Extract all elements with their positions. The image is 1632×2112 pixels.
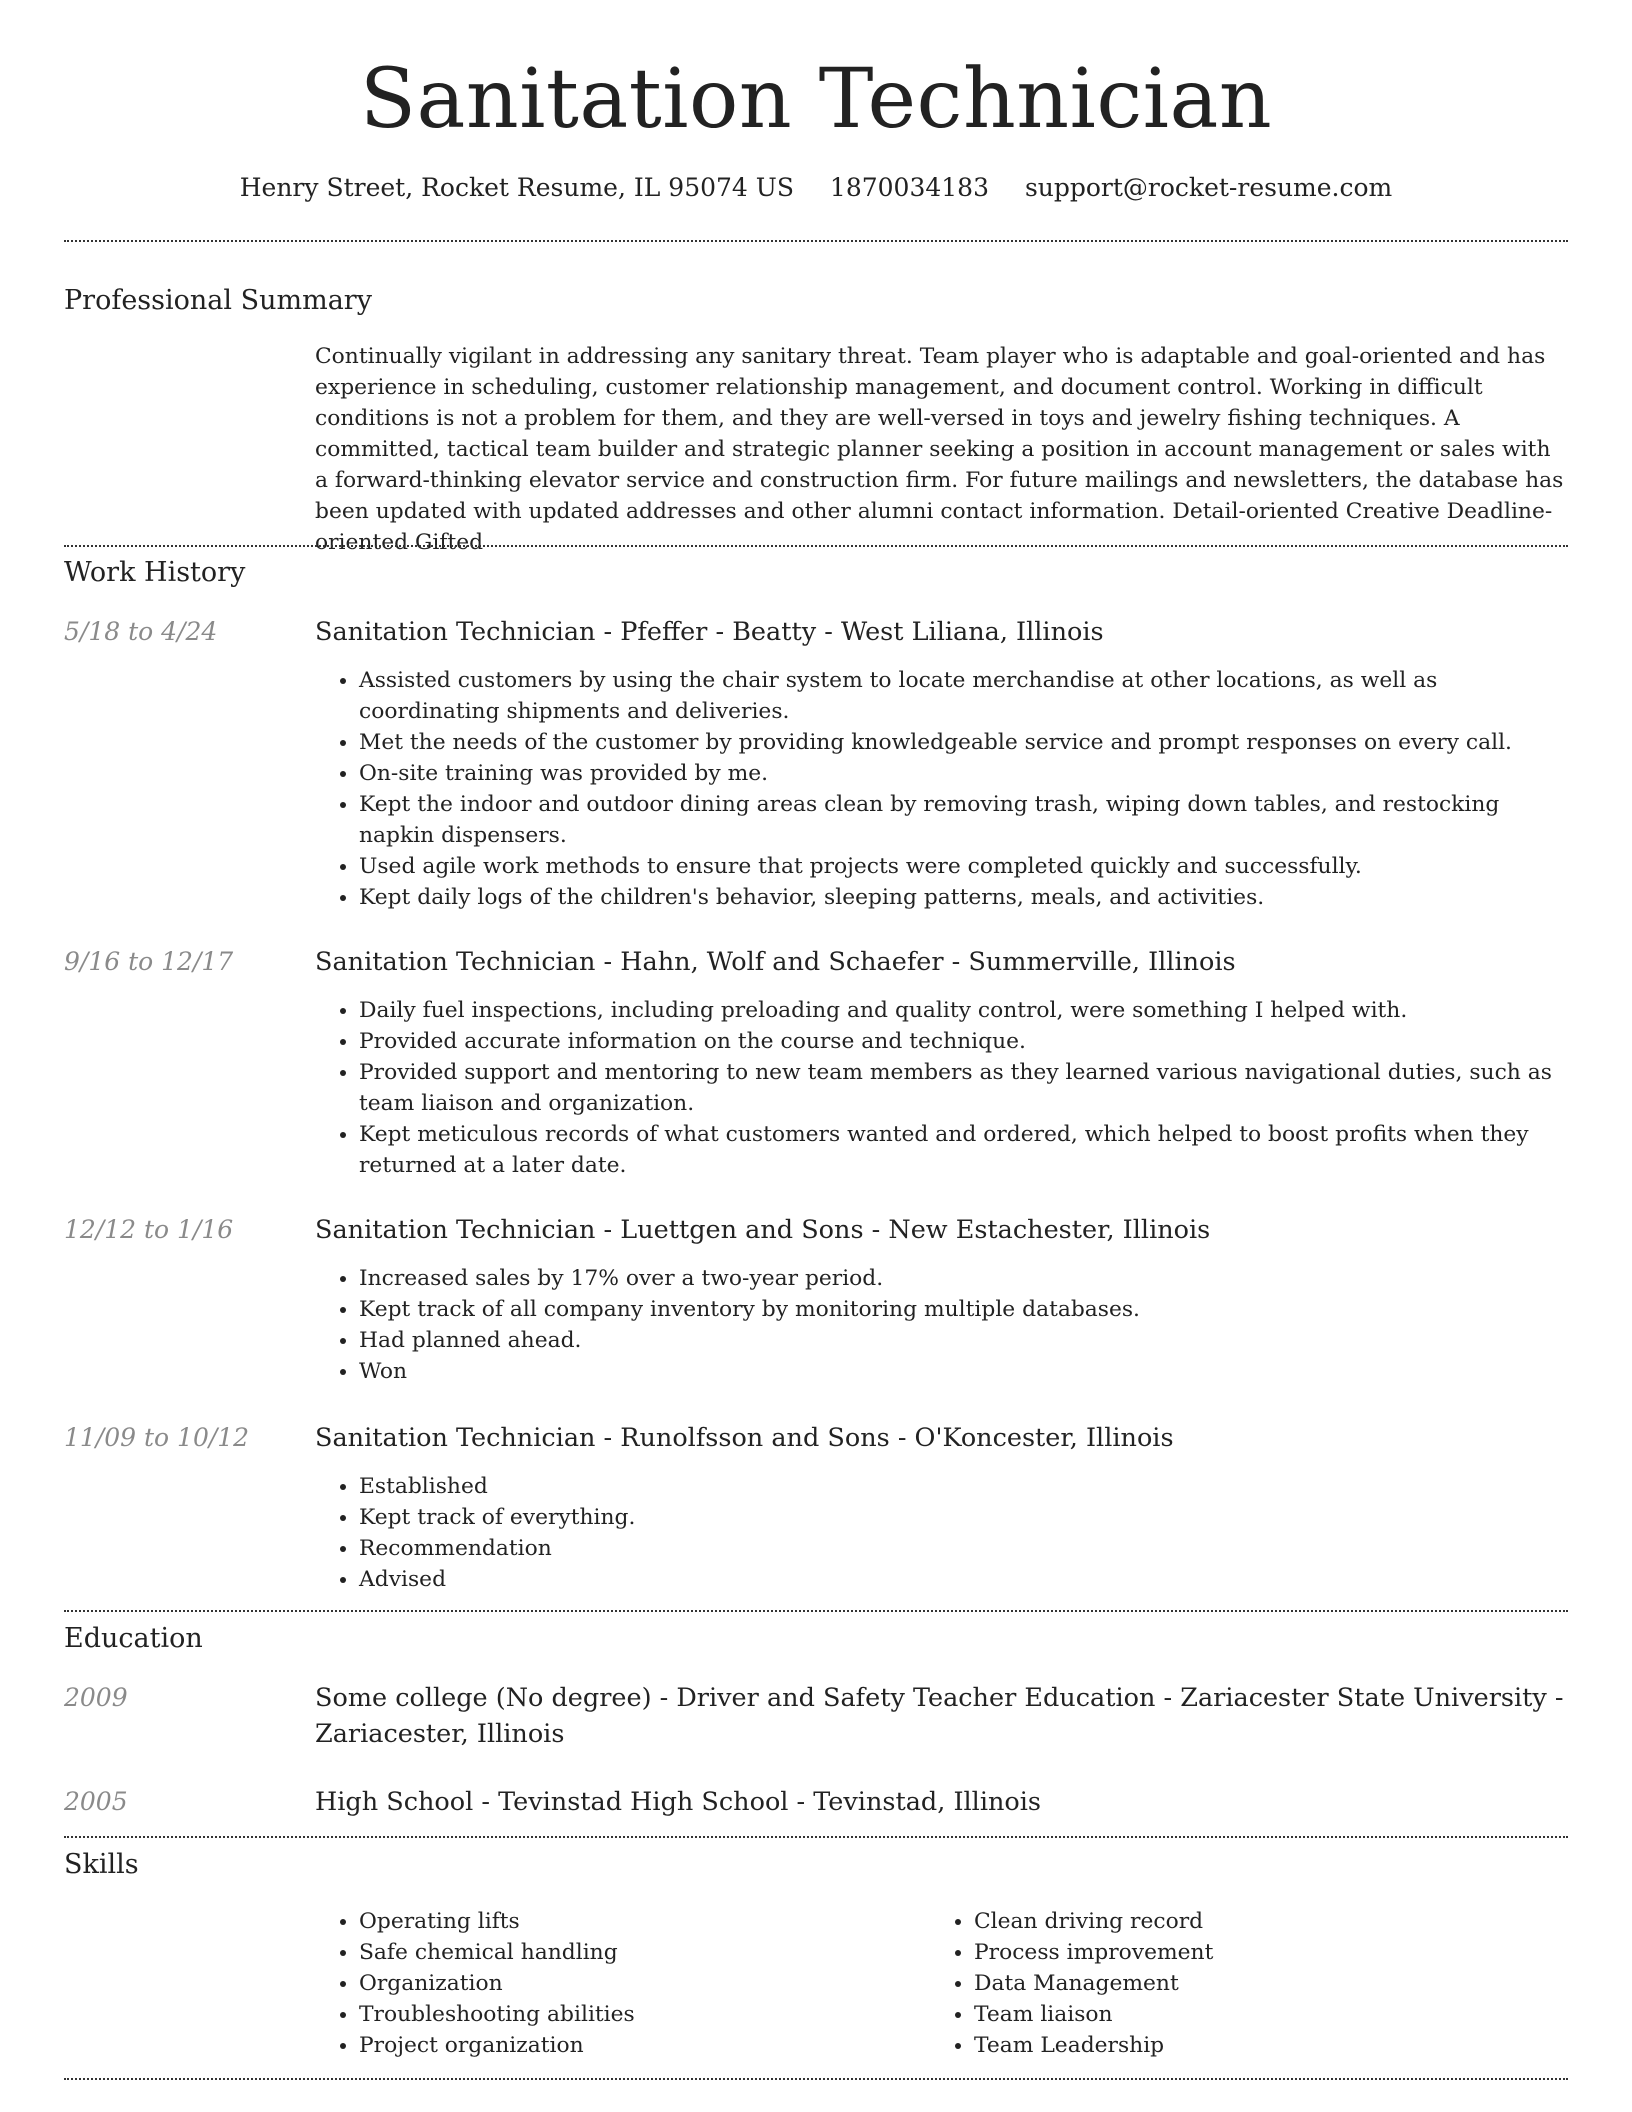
education-year: 2005 [64, 1787, 128, 1816]
job-duty: • Assisted customers by using the chair system to locate merchandise at other locations, as well as coordinating shipments and deliveries. [359, 665, 1565, 727]
job-duty: • Kept meticulous records of what customers wanted and ordered, which helped to boost profits when they returned at a later date. [359, 1119, 1565, 1181]
summary-heading: Professional Summary [64, 285, 372, 316]
job-title: Sanitation Technician - Luettgen and Sons - New Estachester, Illinois [315, 1215, 1211, 1245]
job-duty: • Kept track of all company inventory by monitoring multiple databases. [359, 1294, 1565, 1325]
job-duty: • Established [359, 1471, 1565, 1502]
skill-item: • Team liaison [974, 1999, 1632, 2030]
job-duty: • On-site training was provided by me. [359, 758, 1565, 789]
job-duty: • Used agile work methods to ensure that projects were completed quickly and successfully. [359, 851, 1565, 882]
job-title: Sanitation Technician - Pfeffer - Beatty - West Liliana, Illinois [315, 617, 1104, 647]
job-duty: • Provided accurate information on the course and technique. [359, 1026, 1565, 1057]
job-duty: • Met the needs of the customer by providing knowledgeable service and prompt responses on every call. [359, 727, 1565, 758]
skill-item: • Process improvement [974, 1937, 1632, 1968]
education-entry: Some college (No degree) - Driver and Safety Teacher Education - Zariacester State University - Zariacester, Illinois [315, 1683, 1564, 1749]
job-duty: • Kept track of everything. [359, 1502, 1565, 1533]
section-divider [64, 1836, 1568, 1838]
skill-item: • Organization [359, 1968, 1565, 1999]
contact-email: support@rocket-resume.com [1024, 173, 1393, 202]
job-duty: • Kept the indoor and outdoor dining areas clean by removing trash, wiping down tables, and restocking napkin dispensers. [359, 789, 1565, 851]
job-duty: • Increased sales by 17% over a two-year period. [359, 1263, 1565, 1294]
contact-address: Henry Street, Rocket Resume, IL 95074 US [239, 173, 794, 202]
education-entry: High School - Tevinstad High School - Tevinstad, Illinois [315, 1787, 1042, 1817]
job-dates: 11/09 to 10/12 [64, 1423, 250, 1452]
job-title: Sanitation Technician - Runolfsson and Sons - O'Koncester, Illinois [315, 1423, 1174, 1453]
job-duties-list [315, 1263, 1565, 1387]
summary-text: Continually vigilant in addressing any sanitary threat. Team player who is adaptable and goal-oriented and has experience in scheduling, customer relationship management, and document control. Working in difficult conditions is not a problem for them, and they are well-versed in toys and jewelry fishing techniques. A committed, tactical team builder and strategic planner seeking a position in account management or sales with a forward-thinking elevator service and construction firm. For future mailings and newsletters, the database has been updated with updated addresses and other alumni contact information. Detail-oriented Creative Deadline-oriented Gifted [315, 344, 1564, 555]
job-dates: 9/16 to 12/17 [64, 947, 234, 976]
skills-heading: Skills [64, 1849, 139, 1880]
job-duty: • Daily fuel inspections, including preloading and quality control, were something I helped with. [359, 995, 1565, 1026]
section-divider [64, 1610, 1568, 1612]
skill-item: • Clean driving record [974, 1906, 1632, 1937]
job-duties-list [315, 995, 1565, 1181]
skill-item: • Data Management [974, 1968, 1632, 1999]
contact-line [0, 172, 1632, 204]
work-history-heading: Work History [64, 557, 246, 588]
skill-item: • Team Leadership [974, 2030, 1632, 2061]
skill-item: • Project organization [359, 2030, 1565, 2061]
skill-item: • Troubleshooting abilities [359, 1999, 1565, 2030]
job-duty: • Provided support and mentoring to new team members as they learned various navigational duties, such as team liaison and organization. [359, 1057, 1565, 1119]
section-divider [64, 2078, 1568, 2080]
job-duty: • Won [359, 1356, 1565, 1387]
job-duty: • Kept daily logs of the children's behavior, sleeping patterns, meals, and activities. [359, 882, 1565, 913]
job-duty: • Recommendation [359, 1533, 1565, 1564]
job-duties-list [315, 1471, 1565, 1595]
job-dates: 12/12 to 1/16 [64, 1215, 234, 1244]
skill-item: • Safe chemical handling [359, 1937, 1565, 1968]
job-dates: 5/18 to 4/24 [64, 617, 218, 646]
job-duty: • Advised [359, 1564, 1565, 1595]
contact-phone: 1870034183 [829, 173, 989, 202]
education-heading: Education [64, 1623, 203, 1654]
section-divider [64, 240, 1568, 242]
skill-item: • Operating lifts [359, 1906, 1565, 1937]
job-title: Sanitation Technician - Hahn, Wolf and Schaefer - Summerville, Illinois [315, 947, 1236, 977]
skills-list-right [930, 1906, 1632, 2061]
section-divider [64, 545, 1568, 547]
job-duties-list [315, 665, 1565, 913]
resume-title: Sanitation Technician [359, 52, 1273, 147]
job-duty: • Had planned ahead. [359, 1325, 1565, 1356]
education-year: 2009 [64, 1683, 128, 1712]
